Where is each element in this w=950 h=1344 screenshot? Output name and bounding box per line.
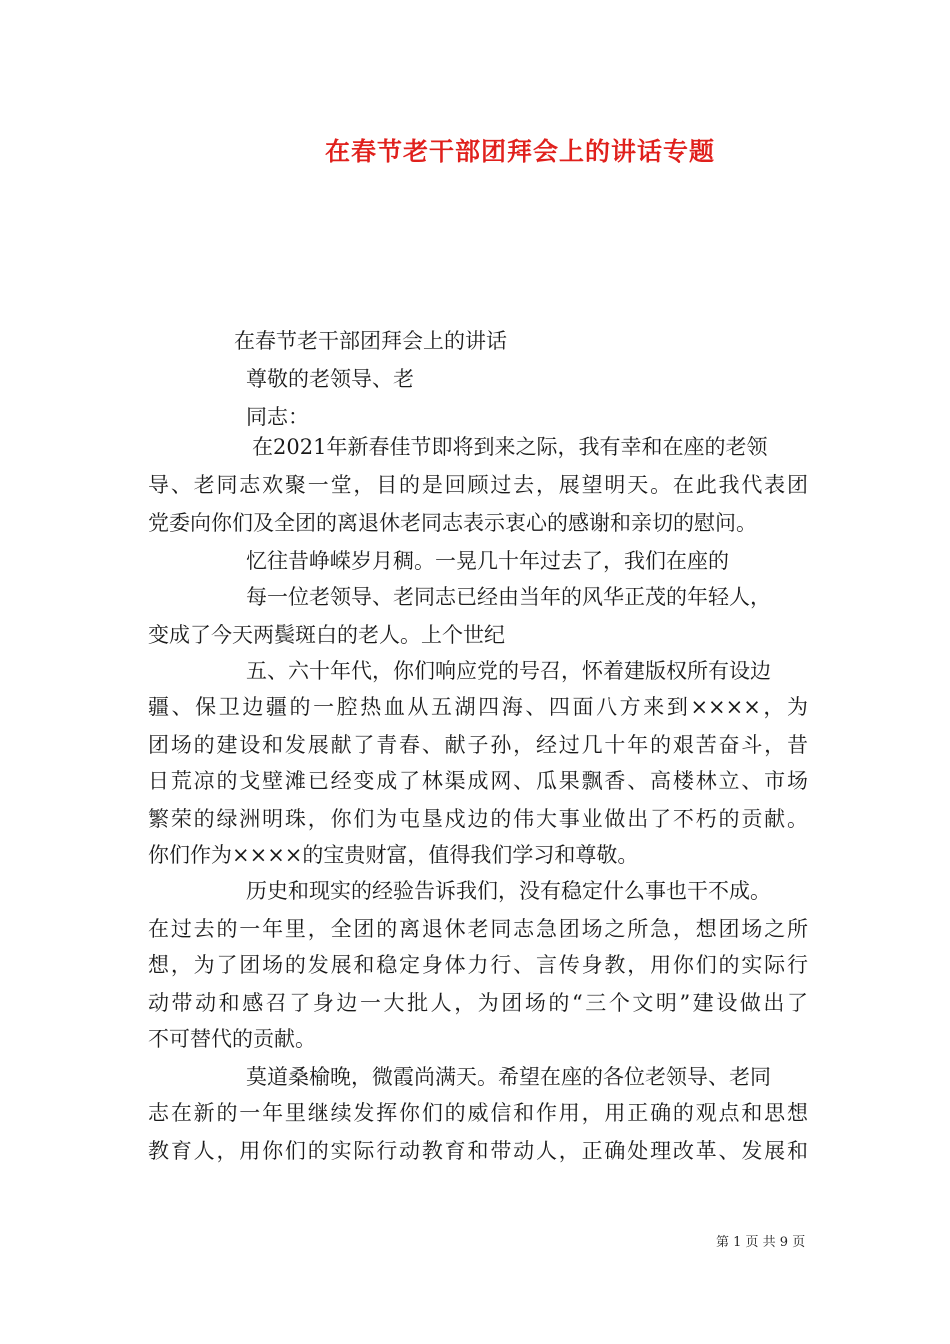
page-number: 第 1 页 共 9 页 (716, 1235, 806, 1250)
paragraph-line: 繁荣的绿洲明珠，你们为屯垦戍边的伟大事业做出了不朽的贡献。 (148, 807, 808, 831)
paragraph-line: 动带动和感召了身边一大批人，为团场的“三个文明”建设做出了 (148, 991, 808, 1015)
paragraph-line: 教育人，用你们的实际行动教育和带动人，正确处理改革、发展和 (148, 1139, 808, 1163)
paragraph-line: 你们作为××××的宝贵财富，值得我们学习和尊敬。 (148, 843, 639, 867)
paragraph-line: 想，为了团场的发展和稳定身体力行、言传身教，用你们的实际行 (148, 953, 808, 977)
paragraph-line: 在2021年新春佳节即将到来之际，我有幸和在座的老领 (252, 435, 768, 459)
paragraph-line: 不可替代的贡献。 (148, 1027, 316, 1051)
document-title: 在春节老干部团拜会上的讲话专题 (324, 137, 715, 166)
paragraph-line: 疆、保卫边疆的一腔热血从五湖四海、四面八方来到××××，为 (148, 695, 808, 719)
speech-heading: 在春节老干部团拜会上的讲话 (234, 329, 507, 353)
paragraph-line: 历史和现实的经验告诉我们，没有稳定什么事也干不成。 (246, 879, 771, 903)
salutation-line: 尊敬的老领导、老 (246, 367, 414, 391)
paragraph-line: 每一位老领导、老同志已经由当年的风华正茂的年轻人， (246, 585, 771, 609)
paragraph-line: 党委向你们及全团的离退休老同志表示衷心的感谢和亲切的慰问。 (148, 511, 757, 535)
paragraph-line: 变成了今天两鬓斑白的老人。上个世纪 (148, 623, 505, 647)
paragraph-line: 团场的建设和发展献了青春、献子孙，经过几十年的艰苦奋斗，昔 (148, 733, 808, 757)
paragraph-line: 忆往昔峥嵘岁月稠。一晃几十年过去了，我们在座的 (246, 549, 729, 573)
paragraph-line: 导、老同志欢聚一堂，目的是回顾过去，展望明天。在此我代表团 (148, 473, 808, 497)
paragraph-line: 日荒凉的戈壁滩已经变成了林渠成网、瓜果飘香、高楼林立、市场 (148, 769, 808, 793)
paragraph-line: 志在新的一年里继续发挥你们的威信和作用，用正确的观点和思想 (148, 1101, 808, 1125)
paragraph-line: 在过去的一年里，全团的离退休老同志急团场之所急，想团场之所 (148, 917, 808, 941)
paragraph-line: 五、六十年代，你们响应党的号召，怀着建版权所有设边 (246, 659, 771, 683)
paragraph-line: 莫道桑榆晚，微霞尚满天。希望在座的各位老领导、老同 (246, 1065, 771, 1089)
salutation-line: 同志： (246, 405, 309, 429)
